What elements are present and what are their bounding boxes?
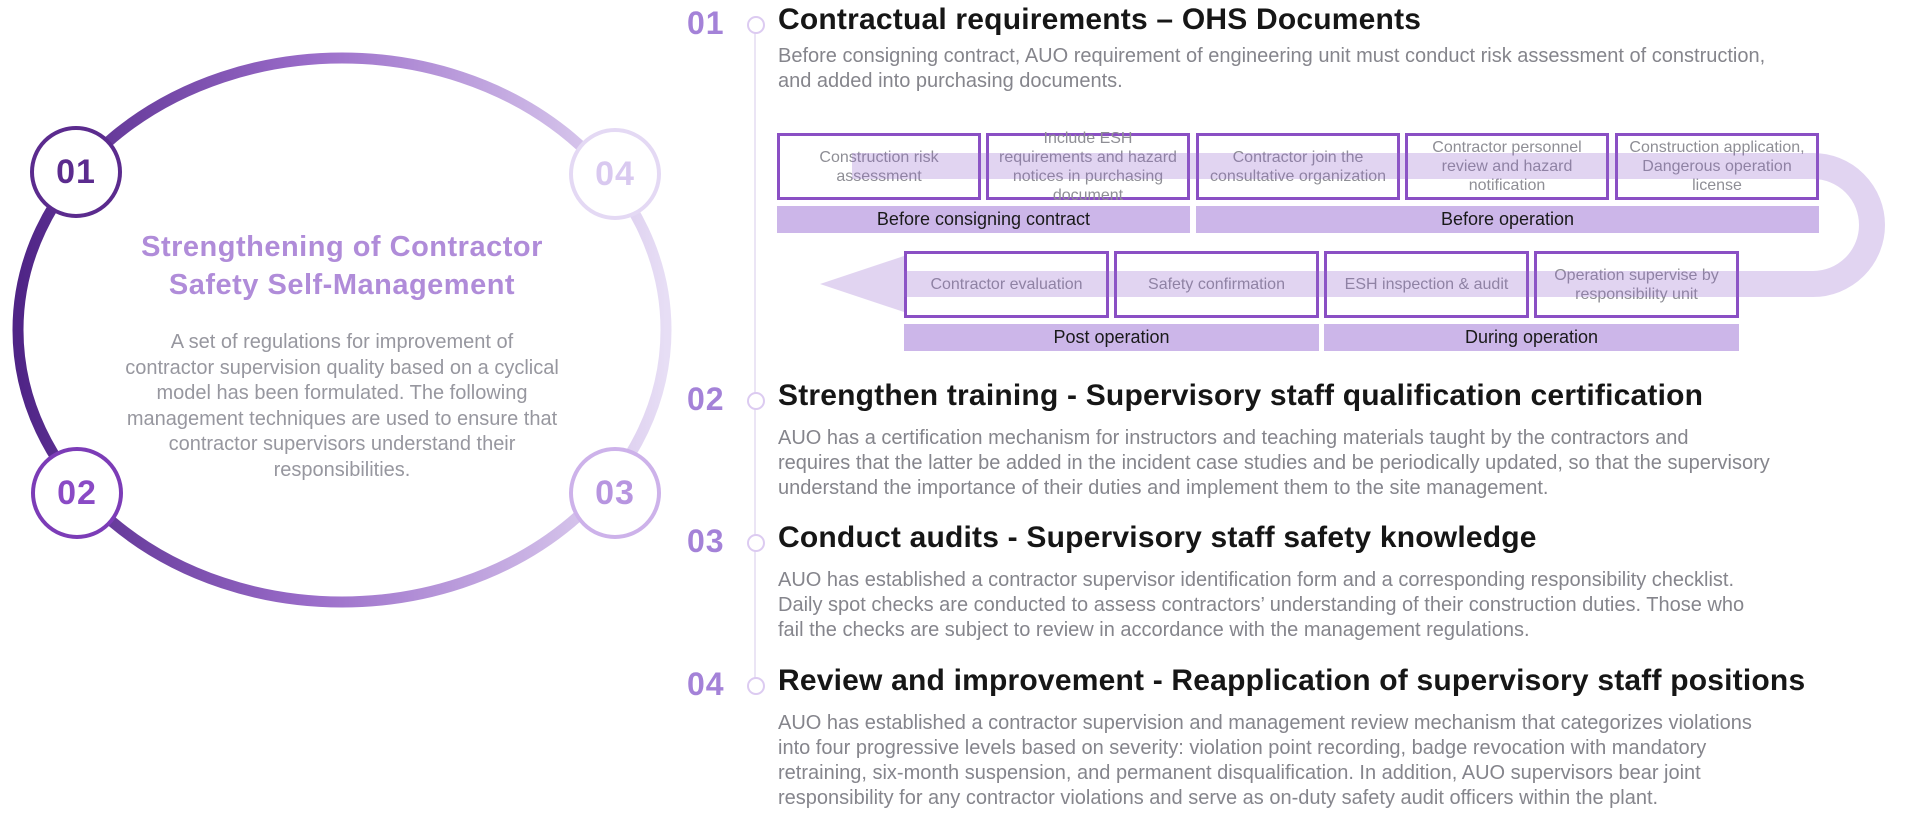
- section-04-description-line: into four progressive levels based on severity: violation point recording, badge revocation with mandatory: [778, 737, 1707, 759]
- section-04-description-line: AUO has established a contractor supervision and management review mechanism that categorizes violations: [778, 712, 1752, 734]
- ohs-process-flowchart: [777, 125, 1911, 357]
- flow-box: Safety confirmation: [1114, 251, 1319, 318]
- section-02-bullet-icon: [747, 392, 765, 410]
- section-02-description-line: understand the importance of their duties and implement them to the site management.: [778, 477, 1549, 499]
- flow-box: Construction application, Dangerous operation license: [1615, 133, 1819, 200]
- flow-box: Include ESH requirements and hazard notices in purchasing document: [986, 133, 1190, 200]
- section-01-description-line: and added into purchasing documents.: [778, 70, 1123, 92]
- section-01-description: [778, 44, 1765, 94]
- section-04-number: 04: [687, 666, 725, 702]
- diagram-description-line: model has been formulated. The following: [156, 382, 528, 404]
- section-04-description-line: retraining, six-month suspension, and permanent disqualification. In addition, AUO supervisors bear joint: [778, 762, 1701, 784]
- cycle-node-04-label: 04: [595, 154, 635, 193]
- phase-bar-before-consigning: Before consigning contract: [777, 206, 1190, 233]
- section-04-description: [778, 711, 1752, 811]
- cycle-node-02-label: 02: [57, 473, 97, 512]
- flow-box: Construction risk assessment: [777, 133, 981, 200]
- flow-box: Contractor personnel review and hazard notification: [1405, 133, 1609, 200]
- section-02-description: [778, 426, 1770, 501]
- section-02-description-line: requires that the latter be added in the incident case studies and be periodically updated, so that the supervisory: [778, 452, 1770, 474]
- flow-box: Operation supervise by responsibility unit: [1534, 251, 1739, 318]
- cycle-node-01-label: 01: [56, 152, 96, 191]
- section-01-title: Contractual requirements – OHS Documents: [778, 3, 1422, 36]
- diagram-description-line: A set of regulations for improvement of: [170, 331, 514, 353]
- diagram-description: [88, 330, 596, 483]
- phase-bar-before-operation: Before operation: [1196, 206, 1819, 233]
- diagram-description-line: responsibilities.: [273, 458, 411, 481]
- cycle-ring: [0, 0, 700, 640]
- diagram-description-line: contractor supervision quality based on a cyclical: [125, 356, 559, 379]
- flow-box: Contractor evaluation: [904, 251, 1109, 318]
- section-02-number: 02: [687, 381, 725, 417]
- section-04-title: Review and improvement - Reapplication of supervisory staff positions: [778, 664, 1806, 697]
- phase-bar-post-operation: Post operation: [904, 324, 1319, 351]
- section-02-title: Strengthen training - Supervisory staff qualification certification: [778, 379, 1704, 412]
- section-03-bullet-icon: [747, 534, 765, 552]
- diagram-description-line: management techniques are used to ensure that: [126, 407, 558, 430]
- diagram-description-line: contractor supervisors understand their: [168, 433, 516, 455]
- cycle-node-03-label: 03: [595, 473, 635, 512]
- cycle-node-01: [30, 126, 122, 218]
- section-01-description-line: Before consigning contract, AUO requirement of engineering unit must conduct risk assessment of construction,: [778, 45, 1766, 67]
- flow-box: ESH inspection & audit: [1324, 251, 1529, 318]
- diagram-title: [62, 228, 622, 304]
- section-03-description-line: fail the checks are subject to review in accordance with the management regulations.: [778, 619, 1530, 641]
- section-03-description: [778, 568, 1744, 643]
- section-02-description-line: AUO has a certification mechanism for instructors and teaching materials taught by the contractors and: [778, 427, 1689, 449]
- timeline-connector: [754, 28, 756, 686]
- diagram-title-line2: Safety Self-Management: [168, 269, 516, 301]
- cycle-node-04: [569, 128, 661, 220]
- section-03-title: Conduct audits - Supervisory staff safety knowledge: [778, 521, 1537, 554]
- section-03-description-line: Daily spot checks are conducted to assess contractors’ understanding of their construction duties. Those who: [778, 594, 1745, 616]
- section-03-number: 03: [687, 523, 725, 559]
- section-04-description-line: responsibility for any contractor violations and serve as on-duty safety audit officers within the plant.: [778, 787, 1659, 809]
- section-01-bullet-icon: [747, 16, 765, 34]
- flow-arrowhead-icon: [820, 256, 904, 312]
- section-04-bullet-icon: [747, 677, 765, 695]
- flow-box: Contractor join the consultative organization: [1196, 133, 1400, 200]
- phase-bar-during-operation: During operation: [1324, 324, 1739, 351]
- diagram-title-line1: Strengthening of Contractor: [141, 231, 543, 263]
- section-03-description-line: AUO has established a contractor supervisor identification form and a corresponding responsibility checklist.: [778, 569, 1735, 591]
- section-01-number: 01: [687, 5, 725, 41]
